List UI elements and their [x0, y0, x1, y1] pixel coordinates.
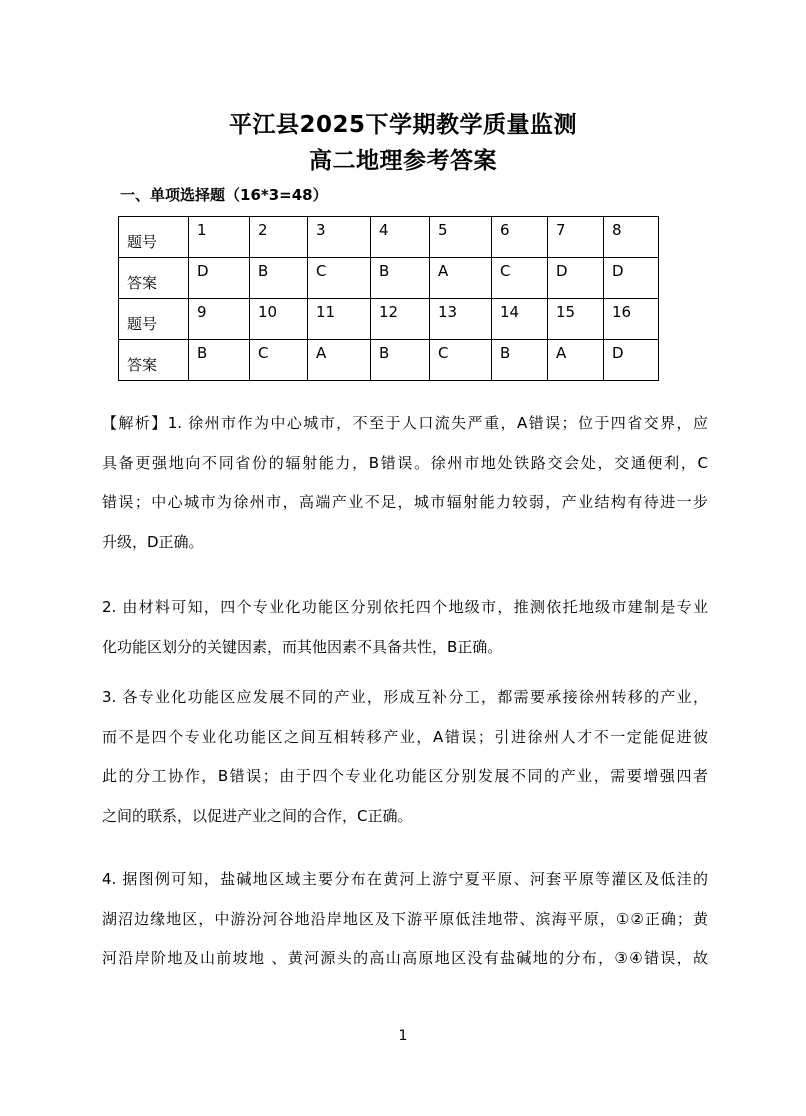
table-cell: C: [250, 340, 308, 381]
table-cell: C: [492, 258, 548, 299]
table-cell: 12: [371, 299, 430, 340]
document-subtitle: 高二地理参考答案: [309, 148, 497, 174]
table-cell: D: [548, 258, 604, 299]
paragraph-analysis-4: [102, 860, 708, 979]
table-row: [119, 299, 659, 340]
document-title: 平江县2025下学期教学质量监测: [228, 112, 577, 138]
table-cell: 16: [604, 299, 659, 340]
paragraph-analysis-1: [102, 404, 708, 562]
table-cell: 7: [548, 217, 604, 258]
table-cell: C: [430, 340, 492, 381]
row-header-cell: 答案: [119, 258, 189, 299]
table-row: [119, 258, 659, 299]
table-cell: 1: [189, 217, 250, 258]
table-cell: B: [492, 340, 548, 381]
text-line: 4. 据图例可知，盐碱地区域主要分布在黄河上游宁夏平原、河套平原等灌区及低洼的: [102, 870, 708, 888]
table-cell: D: [604, 258, 659, 299]
table-cell: 9: [189, 299, 250, 340]
text-line: 河沿岸阶地及山前坡地 、黄河源头的高山高原地区没有盐碱地的分布，③④错误，故: [102, 949, 708, 967]
table-cell: 13: [430, 299, 492, 340]
table-cell: 10: [250, 299, 308, 340]
text-line: 之间的联系，以促进产业之间的合作，C正确。: [102, 806, 413, 825]
table-cell: 8: [604, 217, 659, 258]
text-line: 升级，D正确。: [102, 532, 204, 551]
answer-table: [118, 216, 659, 381]
table-cell: 6: [492, 217, 548, 258]
text-line: 2. 由材料可知，四个专业化功能区分别依托四个地级市，推测依托地级市建制是专业: [102, 598, 708, 616]
row-header-cell: 题号: [119, 217, 189, 258]
page-number: 1: [398, 1028, 408, 1044]
table-cell: D: [604, 340, 659, 381]
text-line: 此的分工协作，B错误；由于四个专业化功能区分别发展不同的产业，需要增强四者: [102, 767, 708, 785]
table-cell: C: [308, 258, 371, 299]
text-line: 化功能区划分的关键因素，而其他因素不具备共性，B正确。: [102, 637, 503, 656]
table-cell: D: [189, 258, 250, 299]
table-cell: 15: [548, 299, 604, 340]
paragraph-analysis-2: [102, 588, 708, 667]
text-line: 湖沼边缘地区，中游汾河谷地沿岸地区及下游平原低洼地带、滨海平原，①②正确；黄: [102, 909, 708, 928]
text-line: 【解析】1. 徐州市作为中心城市，不至于人口流失严重，A错误；位于四省交界，应: [102, 414, 708, 432]
table-cell: 4: [371, 217, 430, 258]
paragraph-analysis-3: [102, 678, 708, 836]
table-cell: A: [308, 340, 371, 381]
table-row: [119, 217, 659, 258]
text-line: 3. 各专业化功能区应发展不同的产业，形成互补分工，都需要承接徐州转移的产业，: [102, 688, 708, 706]
row-header-cell: 题号: [119, 299, 189, 340]
row-header-cell: 答案: [119, 340, 189, 381]
table-cell: B: [189, 340, 250, 381]
text-line: 具备更强地向不同省份的辐射能力，B错误。徐州市地处铁路交会处，交通便利，C: [102, 453, 708, 472]
table-cell: 3: [308, 217, 371, 258]
section-heading: 一、单项选择题（16*3=48）: [120, 186, 328, 204]
text-line: 而不是四个专业化功能区之间互相转移产业，A错误；引进徐州人才不一定能促进彼: [102, 727, 708, 746]
table-cell: 14: [492, 299, 548, 340]
table-cell: 2: [250, 217, 308, 258]
text-line: 错误；中心城市为徐州市，高端产业不足，城市辐射能力较弱，产业结构有待进一步: [102, 493, 708, 511]
table-cell: B: [371, 258, 430, 299]
table-row: [119, 340, 659, 381]
table-cell: A: [430, 258, 492, 299]
table-cell: 5: [430, 217, 492, 258]
table-cell: 11: [308, 299, 371, 340]
table-cell: B: [371, 340, 430, 381]
table-cell: A: [548, 340, 604, 381]
table-cell: B: [250, 258, 308, 299]
